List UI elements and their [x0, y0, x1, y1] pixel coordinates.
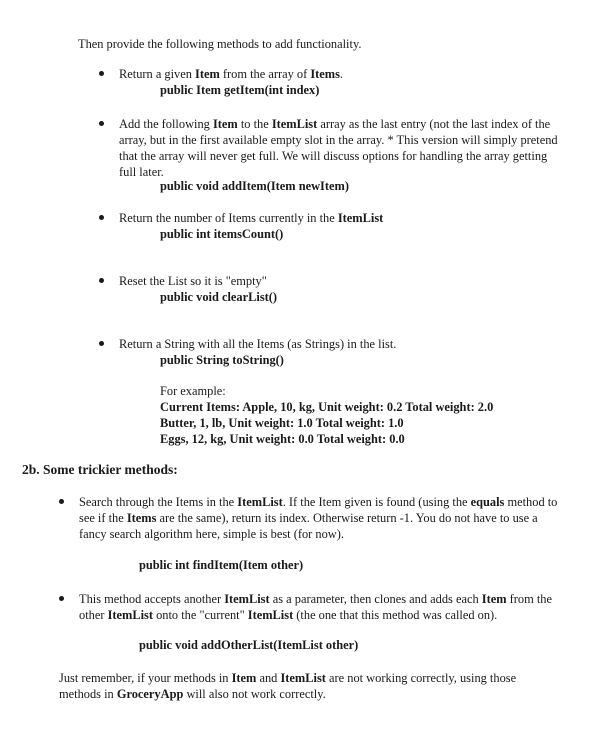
bullet-marker — [59, 499, 64, 504]
bullet-marker — [99, 278, 104, 283]
example-line: Eggs, 12, kg, Unit weight: 0.0 Total weight: 0.0 — [160, 432, 405, 446]
method-desc-getitem: Return a given Item from the array of Items. — [119, 67, 344, 81]
intro-text: Then provide the following methods to add functionality. — [78, 37, 362, 51]
section-heading: 2b. Some trickier methods: — [22, 462, 178, 477]
bullet-marker — [99, 341, 104, 346]
example-line: Butter, 1, lb, Unit weight: 1.0 Total weight: 1.0 — [160, 416, 404, 430]
method-desc-additem: Add the following Item to the ItemList array as the last entry (not the last index of the array, but in the first available empty slot in the array. * This version will simply pretend that the array will never get full. We will discuss options for handling the array getting full later. — [119, 117, 558, 179]
method-signature-itemscount: public int itemsCount() — [160, 227, 284, 241]
method-signature-finditem: public int findItem(Item other) — [139, 558, 304, 572]
bullet-marker — [59, 596, 64, 601]
method-signature-clearlist: public void clearList() — [160, 290, 278, 304]
method-desc-tostring: Return a String with all the Items (as Strings) in the list. — [119, 337, 397, 351]
closing-note: Just remember, if your methods in Item and ItemList are not working correctly, using those methods in GroceryApp will also not work correctly. — [59, 671, 517, 701]
method-desc-clearlist: Reset the List so it is "empty" — [119, 274, 267, 288]
example-label: For example: — [160, 384, 226, 398]
bullet-marker — [99, 71, 104, 76]
method-signature-tostring: public String toString() — [160, 353, 284, 367]
method-desc-addotherlist: This method accepts another ItemList as a parameter, then clones and adds each Item from the other ItemList onto the "current" ItemList (the one that this method was called on). — [79, 592, 552, 622]
method-signature-getitem: public Item getItem(int index) — [160, 83, 320, 97]
example-line: Current Items: Apple, 10, kg, Unit weight: 0.2 Total weight: 2.0 — [160, 400, 494, 414]
method-desc-finditem: Search through the Items in the ItemList. If the Item given is found (using the equals method to see if the Items are the same), return its index. Otherwise return -1. You do not have to use a fancy search algorithm here, simple is best (for now). — [79, 495, 558, 541]
method-signature-addotherlist: public void addOtherList(ItemList other) — [139, 638, 359, 652]
method-signature-additem: public void addItem(Item newItem) — [160, 179, 349, 193]
bullet-marker — [99, 121, 104, 126]
method-desc-itemscount: Return the number of Items currently in the ItemList — [119, 211, 384, 225]
bullet-marker — [99, 215, 104, 220]
